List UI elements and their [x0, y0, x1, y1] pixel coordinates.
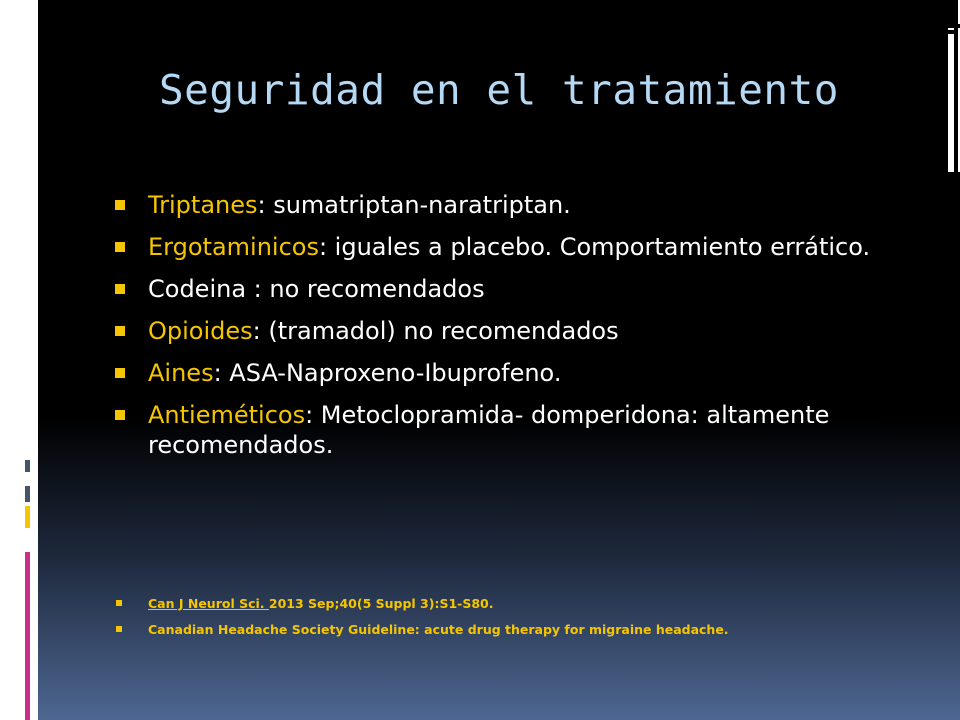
square-bullet-icon	[115, 242, 125, 252]
square-bullet-icon	[115, 326, 125, 336]
term: Triptanes	[148, 191, 258, 219]
stripe-magenta	[25, 552, 30, 720]
term: Aines	[148, 359, 214, 387]
term: Antieméticos	[148, 401, 306, 429]
square-bullet-icon	[115, 284, 125, 294]
list-item	[38, 316, 878, 346]
slide	[38, 0, 960, 720]
list-item	[38, 190, 878, 220]
item-text: : Metoclopramida- domperidona: altamente recomendados.	[148, 401, 830, 459]
reference-text: Canadian Headache Society Guideline: acute drug therapy for migraine headache.	[148, 622, 729, 637]
item-text: Codeina : no recomendados	[148, 275, 485, 303]
item-text: : (tramadol) no recomendados	[252, 317, 619, 345]
square-bullet-icon	[115, 200, 125, 210]
list-item	[38, 400, 878, 460]
stripe-gray-2	[25, 486, 30, 502]
list-item	[38, 232, 878, 262]
slide-title: Seguridad en el tratamiento	[159, 66, 839, 114]
left-margin-bar	[0, 0, 38, 720]
term: Ergotaminicos	[148, 233, 319, 261]
square-bullet-icon	[116, 626, 122, 632]
reference-text: 2013 Sep;40(5 Suppl 3):S1-S80.	[268, 596, 494, 611]
list-item	[38, 358, 878, 388]
square-bullet-icon	[115, 368, 125, 378]
stripe-gray-1	[25, 460, 30, 472]
stripe-yellow	[25, 506, 30, 528]
reference-link[interactable]: Can J Neurol Sci.	[148, 596, 269, 611]
bullet-list	[38, 190, 878, 472]
item-text: : iguales a placebo. Comportamiento errático.	[318, 233, 871, 261]
item-text: : sumatriptan-naratriptan.	[257, 191, 571, 219]
reference-item	[38, 622, 918, 638]
reference-item	[38, 596, 918, 612]
square-bullet-icon	[115, 410, 125, 420]
term: Opioides	[148, 317, 253, 345]
reference-list	[38, 596, 918, 648]
list-item	[38, 274, 878, 304]
square-bullet-icon	[116, 600, 122, 606]
item-text: : ASA-Naproxeno-Ibuprofeno.	[213, 359, 562, 387]
